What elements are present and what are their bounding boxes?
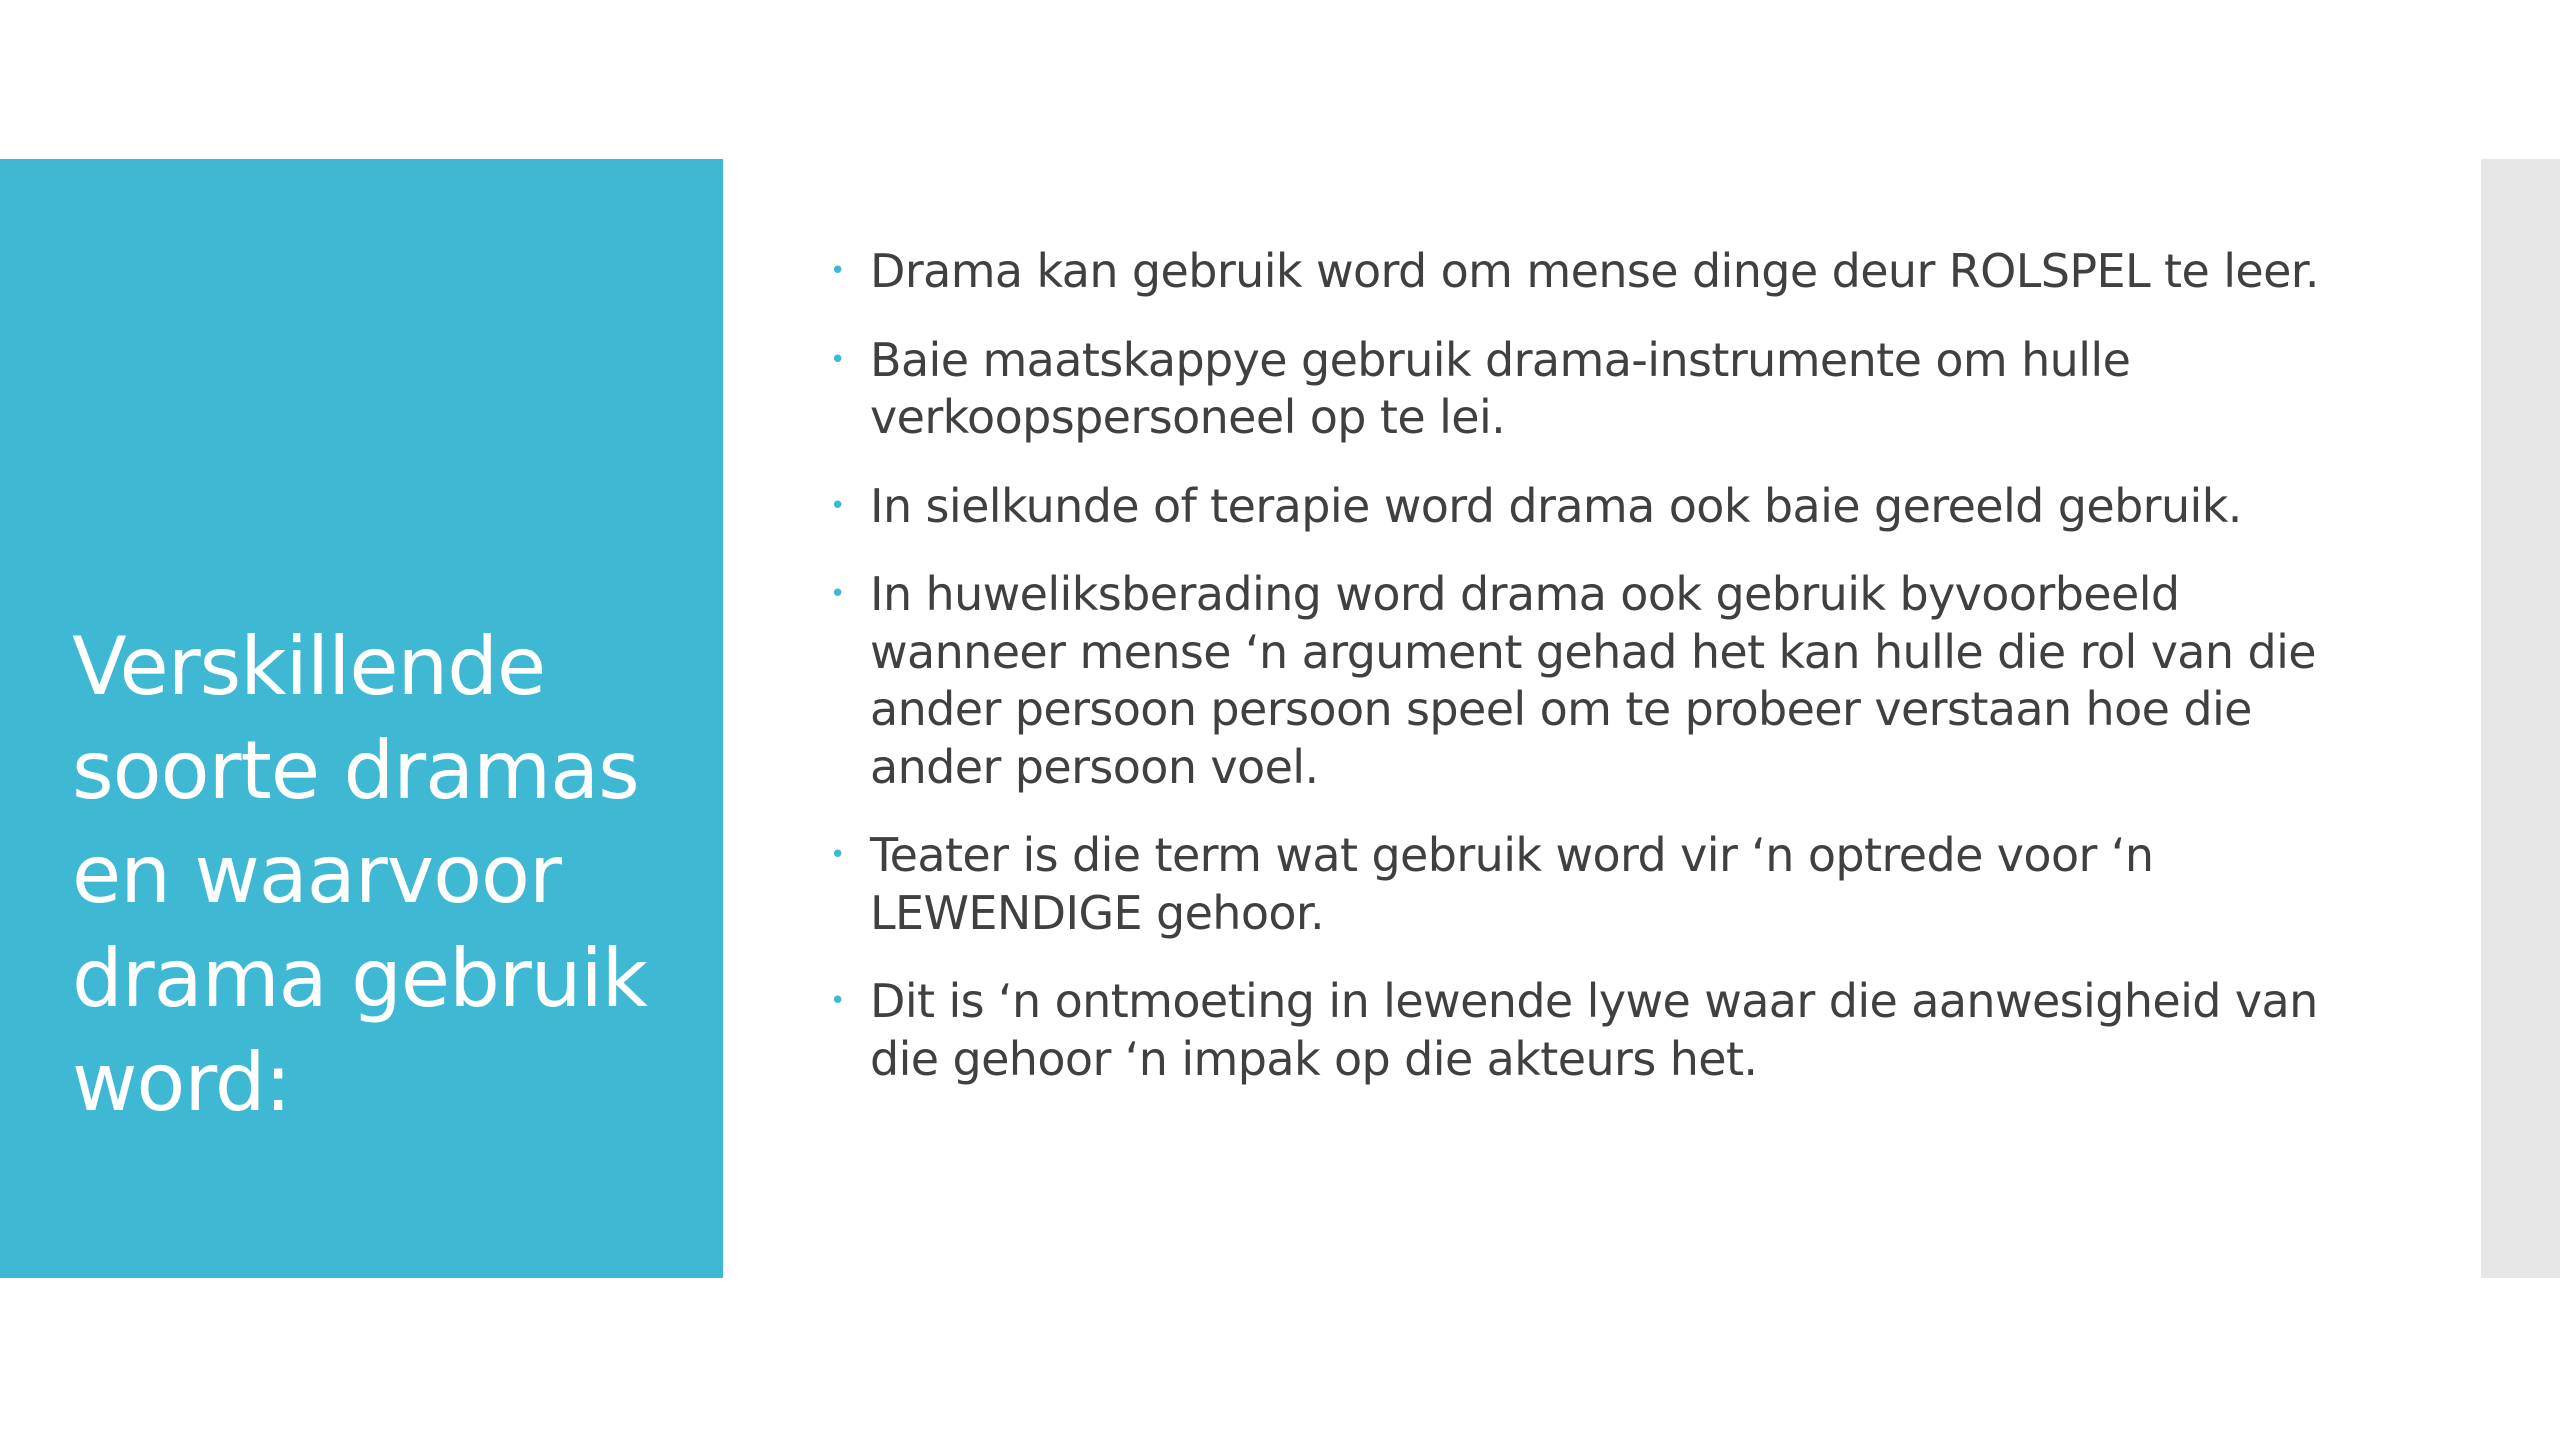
bullet-icon: • <box>830 579 845 609</box>
bullet-item <box>830 243 2330 301</box>
title-panel <box>0 159 723 1278</box>
bullet-text: Teater is die term wat gebruik word vir ‘n optrede voor ‘n LEWENDIGE gehoor. <box>870 828 2154 940</box>
slide-title: Verskillende soorte dramas en waarvoor drama gebruik word: <box>72 620 648 1129</box>
bullet-item <box>830 566 2330 796</box>
bullet-text: Dit is ‘n ontmoeting in lewende lywe waar die aanwesigheid van die gehoor ‘n impak op die akteurs het. <box>870 974 2318 1086</box>
bullet-icon: • <box>830 256 845 286</box>
bullet-text: In huweliksberading word drama ook gebruik byvoorbeeld wanneer mense ‘n argument gehad het kan hulle die rol van die ander persoon persoon speel om te probeer verstaan hoe die ander persoon voel. <box>870 567 2316 794</box>
bullet-text: Drama kan gebruik word om mense dinge deur ROLSPEL te leer. <box>870 244 2319 298</box>
bullet-item <box>830 973 2330 1088</box>
bullet-icon: • <box>830 490 845 521</box>
bullet-item <box>830 332 2330 447</box>
bullet-item <box>830 478 2330 536</box>
bullet-item <box>830 827 2330 942</box>
side-accent-strip <box>2481 159 2560 1278</box>
bullet-icon: • <box>830 840 845 870</box>
bullet-icon: • <box>830 986 845 1016</box>
bullet-text: In sielkunde of terapie word drama ook baie gereeld gebruik. <box>870 478 2242 533</box>
bullet-list <box>830 243 2330 1119</box>
bullet-text: Baie maatskappye gebruik drama-instrumente om hulle verkoopspersoneel op te lei. <box>870 332 2131 444</box>
bullet-icon: • <box>830 344 845 375</box>
